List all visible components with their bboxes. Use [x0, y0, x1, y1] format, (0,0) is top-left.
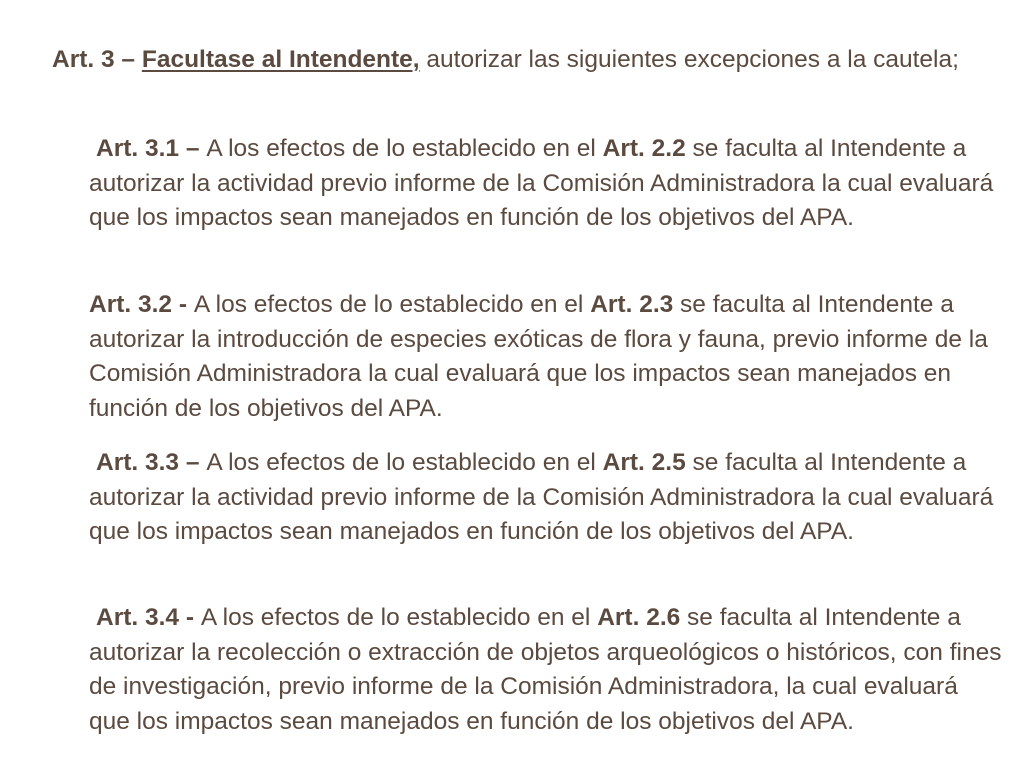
article-3-1-label: Art. 3.1 –	[96, 135, 207, 162]
article-3-1-text-b: se faculta al Intendente a autorizar la actividad previo informe de la Comisión Administradora la cual evaluará que los impactos sean manejados en función de los objetivos del APA.	[89, 135, 994, 231]
article-3-3-paragraph	[89, 446, 1004, 550]
article-3-2-label: Art. 3.2 -	[89, 291, 194, 318]
article-3-3-label: Art. 3.3 –	[96, 449, 207, 476]
article-3-1-reference: Art. 2.2	[602, 135, 686, 162]
article-3-3-reference: Art. 2.5	[602, 449, 686, 476]
article-3-3-text-a: A los efectos de lo establecido en el	[206, 449, 603, 476]
article-3-2-text-b: se faculta al Intendente a autorizar la introducción de especies exóticas de flora y fauna, previo informe de la Comisión Administradora la cual evaluará que los impactos sean manejados en función de los objetivos del APA.	[89, 291, 988, 422]
article-3-4-text-a: A los efectos de lo establecido en el	[200, 604, 598, 631]
article-3-label: Art. 3 –	[52, 46, 142, 73]
article-3-4-reference: Art. 2.6	[597, 604, 681, 631]
article-3-paragraph	[44, 43, 1004, 78]
article-3-3-text-b: se faculta al Intendente a autorizar la actividad previo informe de la Comisión Administradora la cual evaluará que los impactos sean manejados en función de los objetivos del APA.	[89, 449, 994, 545]
article-3-text: autorizar las siguientes excepciones a la cautela;	[419, 46, 959, 73]
article-3-4-text-b: se faculta al Intendente a autorizar la recolección o extracción de objetos arqueológicos o históricos, con fines de investigación, previo informe de la Comisión Administradora, la cual evaluará que los impactos sean manejados en función de los objetivos del APA.	[89, 604, 1002, 735]
article-3-4-label: Art. 3.4 -	[96, 604, 201, 631]
article-3-1-text-a: A los efectos de lo establecido en el	[206, 135, 603, 162]
article-3-2-text-a: A los efectos de lo establecido en el	[193, 291, 591, 318]
article-3-4-paragraph	[89, 601, 1004, 739]
article-3-2-paragraph	[89, 288, 1004, 426]
article-3-1-paragraph	[89, 132, 1004, 236]
article-3-2-reference: Art. 2.3	[590, 291, 674, 318]
article-3-emphasis: Facultase al Intendente,	[141, 46, 420, 73]
